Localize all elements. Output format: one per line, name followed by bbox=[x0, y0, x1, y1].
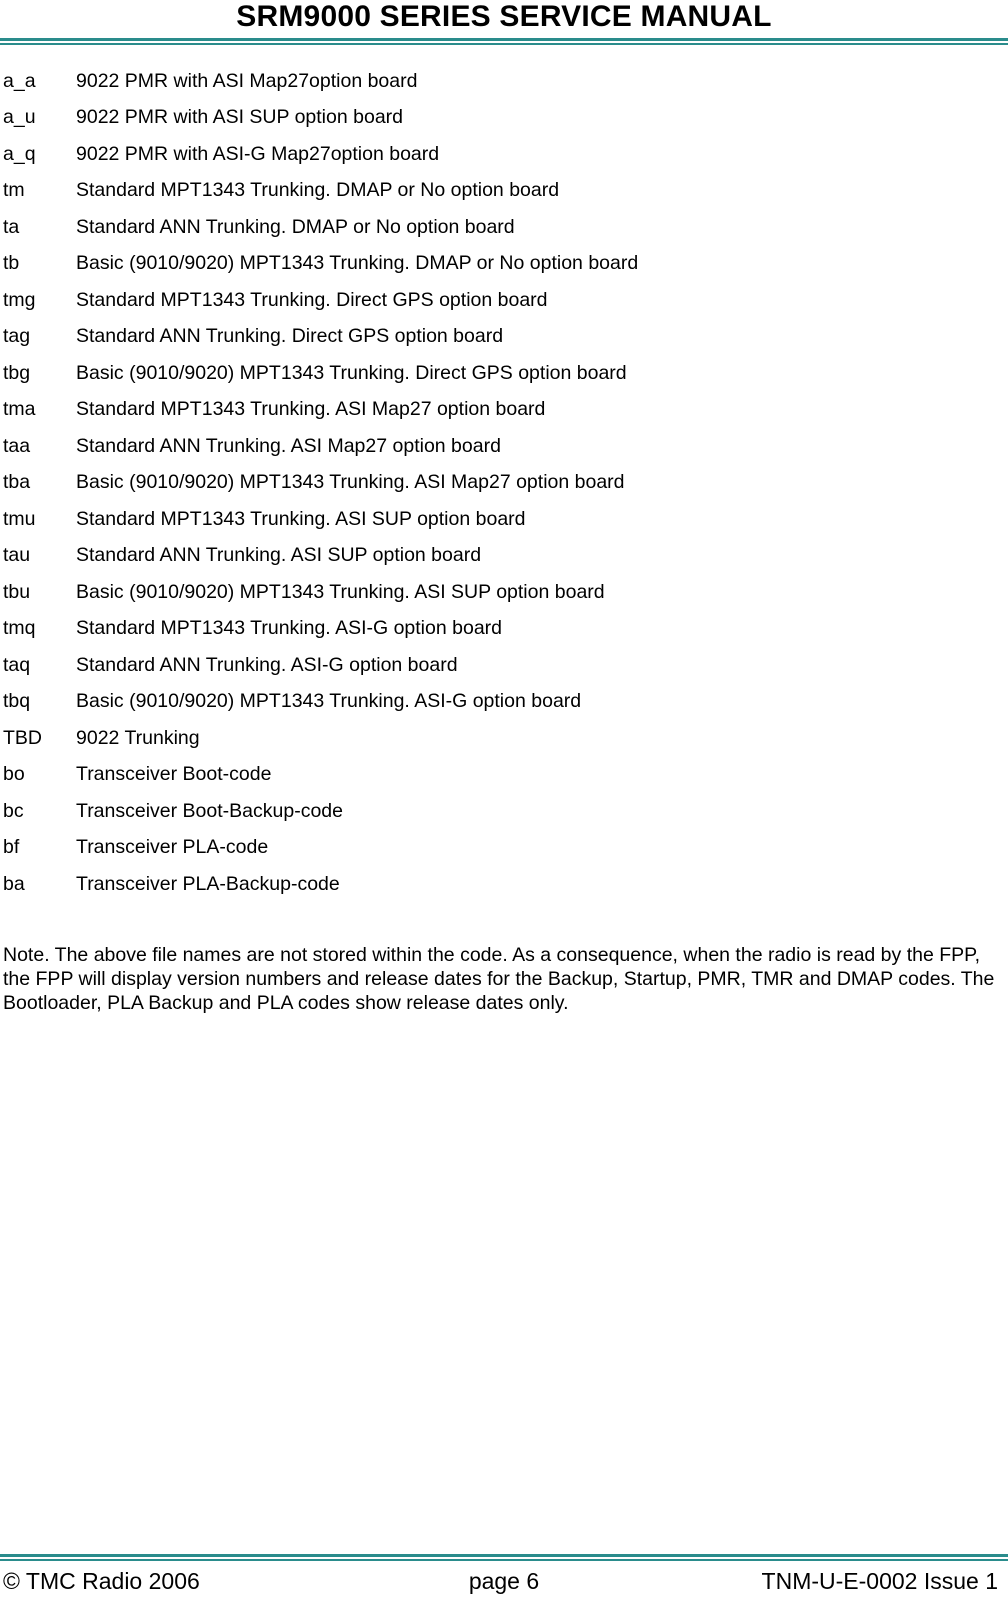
list-item bbox=[3, 684, 993, 721]
file-code-list bbox=[3, 63, 993, 903]
code-key: tbq bbox=[3, 690, 31, 713]
list-item bbox=[3, 465, 993, 502]
code-description: Standard MPT1343 Trunking. ASI-G option board bbox=[76, 617, 503, 640]
code-description: Basic (9010/9020) MPT1343 Trunking. ASI Map27 option board bbox=[76, 471, 625, 494]
code-key: taq bbox=[3, 653, 31, 676]
note-paragraph: Note. The above file names are not stored within the code. As a consequence, when the radio is read by the FPP, the FPP will display version numbers and release dates for the Backup, Startup, PMR, TMR and DMAP codes. The Bootloader, PLA Backup and PLA codes show release dates only. bbox=[3, 944, 995, 1014]
page-footer bbox=[0, 1566, 1008, 1596]
code-description: Standard MPT1343 Trunking. ASI SUP option board bbox=[76, 507, 526, 530]
list-item bbox=[3, 574, 993, 611]
code-key: ba bbox=[3, 872, 25, 895]
code-description: Standard ANN Trunking. ASI Map27 option board bbox=[76, 434, 501, 457]
code-key: a_u bbox=[3, 106, 36, 129]
list-item bbox=[3, 319, 993, 356]
code-description: Transceiver PLA-Backup-code bbox=[76, 872, 340, 895]
code-key: TBD bbox=[3, 726, 42, 749]
code-description: Standard ANN Trunking. ASI SUP option board bbox=[76, 544, 482, 567]
list-item bbox=[3, 428, 993, 465]
list-item bbox=[3, 63, 993, 100]
code-description: 9022 Trunking bbox=[76, 726, 200, 749]
code-key: tm bbox=[3, 179, 25, 202]
code-description: Basic (9010/9020) MPT1343 Trunking. ASI SUP option board bbox=[76, 580, 605, 603]
list-item bbox=[3, 720, 993, 757]
code-key: tb bbox=[3, 252, 20, 275]
code-key: tba bbox=[3, 471, 31, 494]
code-description: Transceiver Boot-Backup-code bbox=[76, 799, 343, 822]
list-item bbox=[3, 611, 993, 648]
code-description: Standard MPT1343 Trunking. Direct GPS option board bbox=[76, 288, 548, 311]
list-item bbox=[3, 830, 993, 867]
footer-rule bbox=[0, 1554, 1008, 1557]
code-description: Basic (9010/9020) MPT1343 Trunking. Direct GPS option board bbox=[76, 361, 627, 384]
code-key: tmu bbox=[3, 507, 36, 530]
header-rule bbox=[0, 38, 1008, 41]
code-key: ta bbox=[3, 215, 20, 238]
code-description: Standard ANN Trunking. Direct GPS option board bbox=[76, 325, 504, 348]
code-key: a_q bbox=[3, 142, 36, 165]
list-item bbox=[3, 100, 993, 137]
list-item bbox=[3, 282, 993, 319]
code-description: Standard ANN Trunking. DMAP or No option board bbox=[76, 215, 515, 238]
code-description: 9022 PMR with ASI Map27option board bbox=[76, 69, 418, 92]
code-key: a_a bbox=[3, 69, 36, 92]
list-item bbox=[3, 209, 993, 246]
list-item bbox=[3, 866, 993, 903]
code-description: 9022 PMR with ASI SUP option board bbox=[76, 106, 403, 129]
list-item bbox=[3, 757, 993, 794]
code-key: tbu bbox=[3, 580, 31, 603]
list-item bbox=[3, 392, 993, 429]
list-item bbox=[3, 647, 993, 684]
code-key: tmg bbox=[3, 288, 36, 311]
footer-rule-secondary bbox=[0, 1559, 1008, 1561]
page-number: page 6 bbox=[468, 1568, 540, 1594]
code-key: tma bbox=[3, 398, 36, 421]
code-key: tmq bbox=[3, 617, 36, 640]
copyright-text: © TMC Radio 2006 bbox=[3, 1568, 200, 1594]
list-item bbox=[3, 355, 993, 392]
code-key: taa bbox=[3, 434, 31, 457]
document-id: TNM-U-E-0002 Issue 1 bbox=[761, 1568, 998, 1594]
page-header-title: SRM9000 SERIES SERVICE MANUAL bbox=[236, 0, 772, 33]
code-description: Standard MPT1343 Trunking. ASI Map27 option board bbox=[76, 398, 546, 421]
code-key: tag bbox=[3, 325, 31, 348]
code-description: 9022 PMR with ASI-G Map27option board bbox=[76, 142, 440, 165]
code-key: bo bbox=[3, 763, 25, 786]
list-item bbox=[3, 246, 993, 283]
list-item bbox=[3, 793, 993, 830]
code-description: Transceiver PLA-code bbox=[76, 836, 269, 859]
code-description: Standard MPT1343 Trunking. DMAP or No option board bbox=[76, 179, 560, 202]
code-key: tau bbox=[3, 544, 31, 567]
code-key: bc bbox=[3, 799, 24, 822]
code-description: Transceiver Boot-code bbox=[76, 763, 272, 786]
code-description: Basic (9010/9020) MPT1343 Trunking. ASI-G option board bbox=[76, 690, 582, 713]
code-key: bf bbox=[3, 836, 20, 859]
list-item bbox=[3, 136, 993, 173]
list-item bbox=[3, 501, 993, 538]
list-item bbox=[3, 173, 993, 210]
header-rule-secondary bbox=[0, 43, 1008, 45]
code-key: tbg bbox=[3, 361, 31, 384]
code-description: Basic (9010/9020) MPT1343 Trunking. DMAP or No option board bbox=[76, 252, 639, 275]
code-description: Standard ANN Trunking. ASI-G option board bbox=[76, 653, 458, 676]
list-item bbox=[3, 538, 993, 575]
